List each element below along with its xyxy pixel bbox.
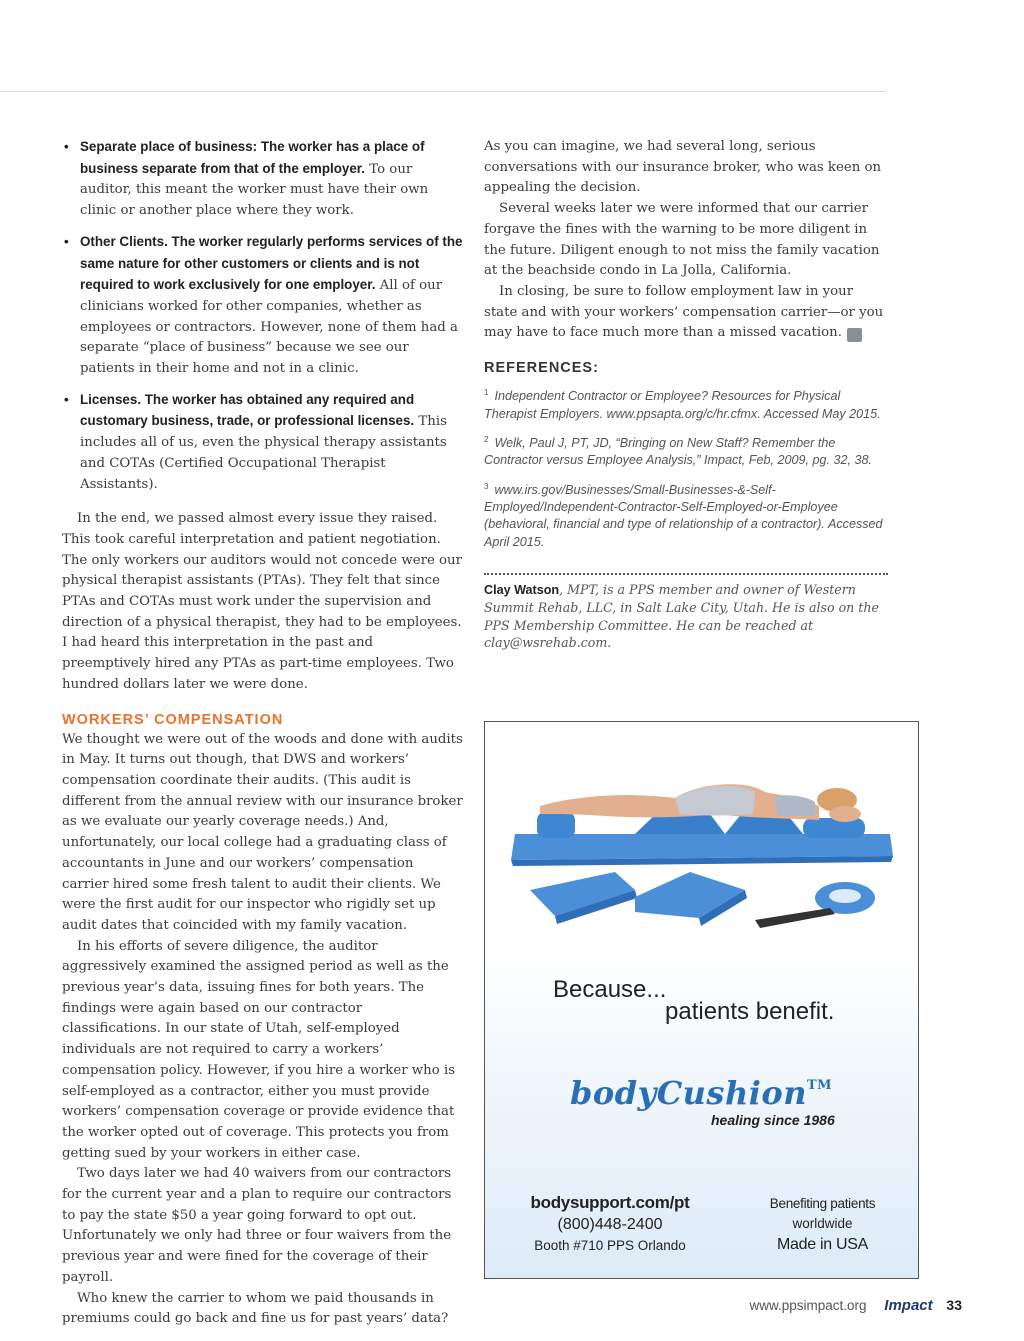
top-rule xyxy=(0,91,886,92)
closing-text: In closing, be sure to follow employment law in your state and with your workers’ compensation carrier—or you may have to face much more than a missed vacation. xyxy=(484,283,884,341)
benefit-line: Made in USA xyxy=(777,1236,868,1253)
paragraph: In his efforts of severe diligence, the auditor aggressively examined the assigned period as well as the previous year’s data, issuing fines for both years. The findings were again based on our contractor classifications. In our state of Utah, self-employed individuals are not required to carry a workers’ compensation policy. However, if you hire a worker who is self-employed as a contractor, either you must provide workers’ compensation coverage or provide evidence that the worker opted out of coverage. This protects you from getting sued by your workers in either case. xyxy=(62,938,456,1161)
bullet-icon: • xyxy=(64,391,69,407)
author-bio xyxy=(484,573,888,651)
shorts xyxy=(675,786,755,816)
bullet-icon: • xyxy=(64,233,69,249)
ad-tagline: Because... xyxy=(553,976,667,1003)
page-number: 33 xyxy=(946,1297,962,1313)
page-footer xyxy=(749,1297,962,1314)
reference-item xyxy=(484,431,888,470)
ad-url-link[interactable]: bodysupport.com/pt xyxy=(530,1193,690,1212)
paragraph: We thought we were out of the woods and done with audits in May. It turns out though, that DWS and workers’ compensation coordinate their audits. (This audit is different from the annual review with our insurance broker as we evaluate our yearly coverage needs.) And, unfortunately, our local college had a graduating class of accountants in June and our workers’ compensation carrier hired some fresh talent to audit their clients. We were the first audit for our inspector who rigidly set up audit dates that coincided with my family vacation. xyxy=(62,731,463,933)
reference-number: 2 xyxy=(484,434,489,444)
references-list xyxy=(484,384,888,551)
benefits-block xyxy=(755,1194,890,1256)
paragraph xyxy=(484,282,888,344)
reference-item xyxy=(484,478,888,551)
product-photo xyxy=(485,722,919,962)
ad-booth: Booth #710 PPS Orlando xyxy=(534,1238,686,1253)
reference-number: 1 xyxy=(484,388,489,398)
reference-text: Welk, Paul J, PT, JD, “Bringing on New Staff? Remember the Contractor versus Employee Analysis,” Impact, Feb, 2009, pg. 32, 38. xyxy=(484,436,873,468)
magazine-name: Impact xyxy=(884,1297,933,1314)
paragraph: Who knew the carrier to whom we paid thousands in premiums could go back and fine us for past years’ data? xyxy=(62,1290,449,1327)
list-item xyxy=(62,390,464,496)
benefit-line: worldwide xyxy=(792,1216,853,1231)
criterion-title: Licenses. The worker has obtained any required and customary business, trade, or professional licenses. xyxy=(80,391,415,429)
ad-phone: (800)448-2400 xyxy=(557,1216,663,1233)
criterion-text: To our auditor, this meant the worker must have their own clinic or another place where they work. xyxy=(80,161,429,219)
bullet-icon: • xyxy=(64,139,69,154)
paragraph: As you can imagine, we had several long, serious conversations with our insurance broker, who was keen on appealing the decision. xyxy=(484,139,882,196)
paragraph: Two days later we had 40 waivers from our contractors for the current year and a plan to require our contractors to pay the state $50 a year going forward to opt out. Unfortunately we only had three or four waivers from the previous year and were fined for the coverage of their payroll. xyxy=(62,1166,452,1285)
criterion-text: All of our clinicians worked for other companies, whether as employees or contractors. However, none of them had a separate “place of business” because we see our patients in their home and not in a clinic. xyxy=(80,278,458,377)
section-heading: WORKERS’ COMPENSATION xyxy=(62,711,284,728)
benefit-line: Benefiting patients xyxy=(769,1196,876,1211)
paragraph: Several weeks later we were informed that our carrier forgave the fines with the warning to be more diligent in the future. Diligent enough to not miss the family vacation at the beachside condo in La Jolla, California. xyxy=(484,201,880,279)
author-name: Clay Watson xyxy=(484,582,560,597)
criterion-title: Separate place of business: The worker has a place of business separate from that of the employer. xyxy=(80,139,425,176)
reference-item xyxy=(484,384,888,423)
brand-logo xyxy=(570,1074,832,1112)
advertisement[interactable] xyxy=(484,721,919,1279)
cushion-icon xyxy=(635,872,745,918)
criteria-list xyxy=(62,137,464,495)
cushion-icon xyxy=(803,818,865,838)
left-column xyxy=(62,137,464,1330)
right-column xyxy=(484,137,888,651)
reference-number: 3 xyxy=(484,481,489,491)
brand-slogan: healing since 1986 xyxy=(711,1112,835,1128)
contact-block xyxy=(525,1192,695,1257)
paragraph: In the end, we passed almost every issue they raised. This took careful interpretation and patient negotiation. The only workers our auditors would not concede were our physical therapist assistants (PTAs). They felt that since PTAs and COTAs must work under the supervision and direction of a physical therapist, they had to be employees. I had heard this interpretation in the past and preemptively hired any PTAs as part-time employees. Two hundred dollars later we were done. xyxy=(62,511,462,692)
cushion-icon xyxy=(537,812,575,838)
references-heading: REFERENCES: xyxy=(484,360,599,377)
criterion-text: This includes all of us, even the physical therapy assistants and COTAs (Certified Occupational Therapist Assistants). xyxy=(80,414,447,492)
brand-name: bodyCushion xyxy=(570,1074,807,1112)
footer-site-link[interactable]: www.ppsimpact.org xyxy=(749,1298,867,1313)
list-item xyxy=(62,137,464,222)
reference-text: www.irs.gov/Businesses/Small-Businesses-&-Self-Employed/Independent-Contractor-Self-Employed-or-Employee (behavioral, financial and type of relationship of a contractor). Accessed April 2015. xyxy=(484,482,883,549)
criterion-title: Other Clients. The worker regularly performs services of the same nature for other customers or clients and is not required to work exclusively for one employer. xyxy=(80,233,463,293)
list-item xyxy=(62,232,464,380)
end-mark-icon: I xyxy=(847,328,862,342)
reference-text: Independent Contractor or Employee? Resources for Physical Therapist Employers. www.ppsapta.org/c/hr.cfmx. Accessed May 2015. xyxy=(484,389,881,421)
author-bio-text: , MPT, is a PPS member and owner of Western Summit Rehab, LLC, in Salt Lake City, Utah. He is also on the PPS Membership Committee. He can be reached at clay@wsrehab.com. xyxy=(484,581,879,650)
trademark: TM xyxy=(806,1078,833,1093)
ad-tagline: patients benefit. xyxy=(665,998,835,1025)
